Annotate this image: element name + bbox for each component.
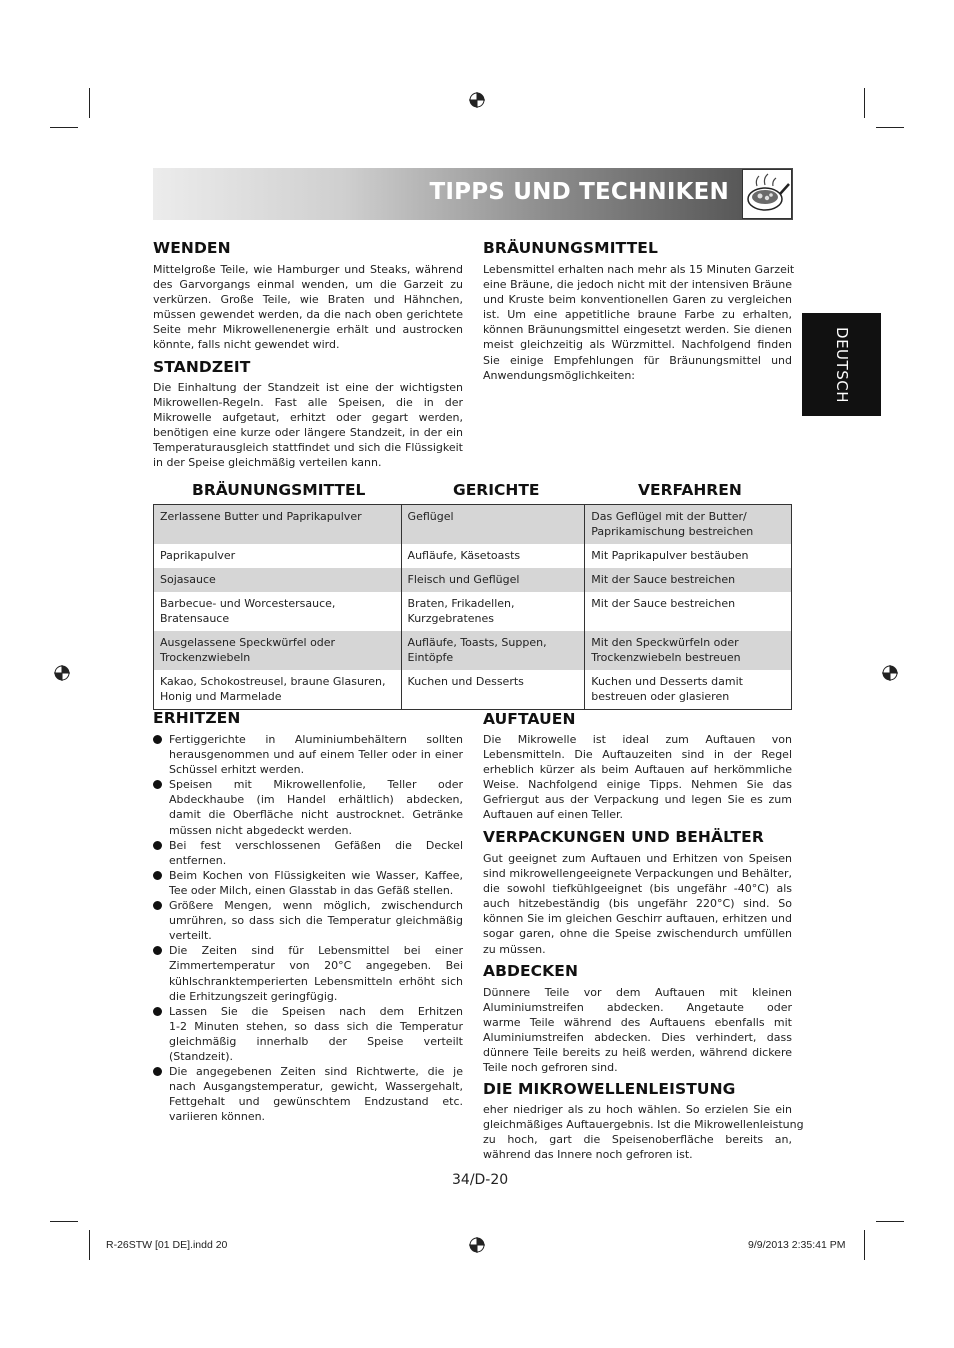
text-line: Seite mehr Mikrowellenenergie erhält und austrocken <box>153 323 463 337</box>
bullet-icon <box>153 901 162 910</box>
crop-mark <box>864 1230 865 1260</box>
crop-mark <box>864 88 865 118</box>
text-line: Schüssel erhitzt werden. <box>169 763 305 777</box>
section-banner <box>153 168 793 220</box>
bullet-icon <box>153 946 162 955</box>
text-line: zu müssen. <box>483 942 546 956</box>
table-cell <box>154 505 402 545</box>
cell-line: Sojasauce <box>160 573 216 586</box>
table-cell <box>585 592 792 631</box>
text-line: Lebensmitteln. Die Auftauzeiten sind in der Regel <box>483 748 792 762</box>
cell-line: Geflügel <box>407 510 454 523</box>
section-heading-erhitzen: ERHITZEN <box>153 709 241 727</box>
table-cell <box>401 544 585 568</box>
text-line: (Standzeit). <box>169 1049 233 1063</box>
text-line: Fertiggerichte in Aluminiumbehältern sollten <box>169 733 463 746</box>
cell-line: Ausgelassene Speckwürfel oder <box>160 636 336 649</box>
text-line: eher niedriger als zu hoch wählen. So erzielen Sie ein <box>483 1103 792 1116</box>
text-line: Auftauen auf einen Teller. <box>483 808 624 822</box>
text-line: des Garvorgangs einmal wenden, um die Garzeit zu <box>153 278 463 292</box>
crop-mark <box>876 1221 904 1222</box>
text-line: Die Zeiten sind für Lebensmittel bei einer <box>169 944 463 958</box>
registration-mark-icon <box>54 665 70 681</box>
table-row <box>154 505 792 545</box>
crop-mark <box>89 88 90 118</box>
bullet-icon <box>153 841 162 850</box>
text-line: dünnere Teile bereits zu heiß werden, während dickere <box>483 1046 792 1060</box>
cell-line: Aufläufe, Käsetoasts <box>407 549 521 562</box>
text-line: Temperaturausgleich stattfindet und sich die Flüssigkeit <box>153 441 463 455</box>
registration-mark-icon <box>882 665 898 681</box>
table-cell <box>154 670 402 710</box>
bullet-icon <box>153 1007 162 1016</box>
section-heading-braeunungsmittel: BRÄUNUNGSMITTEL <box>483 239 658 257</box>
text-line: Die Mikrowelle ist ideal zum Auftauen von <box>483 733 792 746</box>
paragraph-auftauen <box>483 732 792 823</box>
text-line: Mikrowellen-Regeln. Fast alle Speisen, die in der <box>153 396 463 410</box>
footer-file-info: R-26STW [01 DE].indd 20 <box>106 1239 228 1251</box>
text-line: die sowohl tiefkühlgeeignet (bis ungefähr -40°C) als <box>483 882 792 896</box>
cell-line: Trockenzwiebeln bestreuen <box>591 651 741 664</box>
text-line: sind mikrowellengeeignete Verpackungen und Behälter, <box>483 867 792 881</box>
cell-line: Fleisch und Geflügel <box>407 573 520 586</box>
paragraph-wenden <box>153 262 463 353</box>
text-line: Tee oder Milch, einen Glasstab in das Gefäß stellen. <box>169 883 454 897</box>
text-line: Die angegebenen Zeiten sind Richtwerte, die je <box>169 1065 463 1079</box>
text-line: warme Teile während des Auftauens ebenfalls mit <box>483 1016 792 1030</box>
crop-mark <box>50 1221 78 1222</box>
frying-pan-icon <box>742 169 792 219</box>
table-row <box>154 670 792 710</box>
section-heading-verpackungen: VERPACKUNGEN UND BEHÄLTER <box>483 828 764 846</box>
section-heading-auftauen: AUFTAUEN <box>483 710 576 728</box>
text-line: Dünnere Teile vor dem Auftauen mit kleinen <box>483 986 792 999</box>
list-item <box>153 898 463 943</box>
erhitzen-list <box>153 732 463 1124</box>
text-line: Sie einige Empfehlungen für Bräunungsmittel und <box>483 353 792 367</box>
text-line: Aluminiumstreifen abdecken. Angetaute oder <box>483 1001 792 1015</box>
bullet-icon <box>153 780 162 789</box>
list-item <box>153 1004 463 1064</box>
language-tab-label: DEUTSCH <box>832 326 851 403</box>
text-line: umrühren, so dass sich die Temperatur gleichmäßig <box>169 914 463 928</box>
text-line: benötigen eine kurze oder längere Standzeit, in der ein <box>153 426 463 440</box>
text-line: eine Bräune, die jedoch nicht mit der intensiven Bräune <box>483 278 792 292</box>
crop-mark <box>50 127 78 128</box>
text-line: verteilt. <box>169 929 212 943</box>
paragraph-abdecken <box>483 985 792 1076</box>
text-line: Speisen mit Mikrowellenfolie, Teller oder <box>169 778 463 792</box>
section-heading-wenden: WENDEN <box>153 239 231 257</box>
language-tab <box>802 313 881 416</box>
text-line: zu hoch, gart die Speisenoberfläche bereits an, <box>483 1133 792 1147</box>
cell-line: Kuchen und Desserts damit <box>591 675 743 688</box>
registration-mark-icon <box>469 1237 485 1253</box>
table-header-braeunungsmittel: BRÄUNUNGSMITTEL <box>192 481 366 499</box>
cell-line: Mit der Sauce bestreichen <box>591 597 736 610</box>
section-heading-standzeit: STANDZEIT <box>153 358 251 376</box>
list-item <box>153 777 463 837</box>
cell-line: Paprikamischung bestreichen <box>591 525 754 538</box>
table-cell <box>154 544 402 568</box>
text-line: damit die Oberfläche nicht austrocknet. Getränke <box>169 808 463 822</box>
text-line: müssen nicht abgedeckt werden. <box>169 823 353 837</box>
cell-line: Mit den Speckwürfeln oder <box>591 636 739 649</box>
table-cell <box>154 568 402 592</box>
table-cell <box>585 505 792 545</box>
table-row <box>154 631 792 670</box>
text-line: die Erhitzungszeit geringfügig. <box>169 989 338 1003</box>
text-line: entfernen. <box>169 853 227 867</box>
table-cell <box>154 631 402 670</box>
paragraph-verpackungen <box>483 851 792 957</box>
text-line: Fettgehalt und gewünschtem Endzustand etc. <box>169 1095 463 1109</box>
cell-line: Kakao, Schokostreusel, braune Glasuren, <box>160 675 386 688</box>
text-line: erheblich kürzer als beim Auftauen auf herkömmliche <box>483 763 792 777</box>
text-line: herausgenommen und auf einem Teller oder in einer <box>169 748 463 762</box>
list-item <box>153 1064 463 1124</box>
text-line: verkürzen. Große Teile, wie Braten und Hähnchen, <box>153 293 463 307</box>
paragraph-braeunungsmittel <box>483 262 795 383</box>
text-line: auch hitzebeständig (bis ungefähr 220°C) sind. So <box>483 897 792 911</box>
text-line: 1-2 Minuten stehen, so dass sich die Temperatur <box>169 1019 463 1033</box>
text-line: Lassen Sie die Speisen nach dem Erhitzen <box>169 1004 463 1018</box>
text-line: Anwendungsmöglichkeiten: <box>483 368 635 382</box>
cell-line: Paprikapulver <box>160 549 236 562</box>
crop-mark <box>876 127 904 128</box>
table-row <box>154 544 792 568</box>
text-line: sogar garen, ohne die Speise zwischendurch umfüllen <box>483 927 792 941</box>
text-line: gleichmäßiges Auftauergebnis. Ist die Mikrowellenleistung <box>483 1118 804 1132</box>
list-item <box>153 868 463 898</box>
text-line: Lebensmittel erhalten nach mehr als 15 Minuten Garzeit <box>483 263 795 276</box>
text-line: Größere Mengen, wenn möglich, zwischendurch <box>169 899 463 913</box>
text-line: müssen gewendet werden, da die nach oben gerichtete <box>153 308 463 322</box>
text-line: Bei fest verschlossenen Gefäßen die Deckel <box>169 838 463 852</box>
cell-line: Mit Paprikapulver bestäuben <box>591 549 749 562</box>
text-line: während das Innere noch gefroren ist. <box>483 1148 693 1162</box>
text-line: nach Ausgangstemperatur, gewicht, Wassergehalt, <box>169 1080 463 1094</box>
text-line: Zimmertemperatur von 20°C angegeben. Bei <box>169 959 463 973</box>
table-header-gerichte: GERICHTE <box>453 481 540 499</box>
table-row <box>154 568 792 592</box>
text-line: ist. Um eine appetitliche braune Farbe zu erhalten, <box>483 308 792 322</box>
text-line: Beim Kochen von Flüssigkeiten wie Wasser, Kaffee, <box>169 868 463 882</box>
table-cell <box>401 631 585 670</box>
text-line: Weise. Nachfolgend einige Tipps. Nehmen Sie das <box>483 778 792 792</box>
text-line: Mikrowelle aufgetaut, erhitzt oder gegart werden, <box>153 411 463 425</box>
crop-mark <box>89 1230 90 1260</box>
text-line: kühlschranktemperierten Lebensmitteln erhöht sich <box>169 974 463 988</box>
cell-line: Braten, Frikadellen, <box>407 597 515 610</box>
text-line: gleichmäßig innerhalb der Speise verteilt <box>169 1034 463 1048</box>
cell-line: Barbecue- und Worcestersauce, <box>160 597 336 610</box>
browning-agents-table <box>153 504 792 710</box>
cell-line: Aufläufe, Toasts, Suppen, <box>407 636 547 649</box>
table-cell <box>154 592 402 631</box>
section-heading-abdecken: ABDECKEN <box>483 962 579 980</box>
cell-line: Kuchen und Desserts <box>407 675 524 688</box>
paragraph-standzeit <box>153 380 463 471</box>
table-header-verfahren: VERFAHREN <box>638 481 742 499</box>
text-line: Aluminiumstreifen abdecken. Dies verhindert, dass <box>483 1031 792 1045</box>
cell-line: Mit der Sauce bestreichen <box>591 573 736 586</box>
text-line: in der Speise gleichmäßig verteilen kann. <box>153 456 382 470</box>
bullet-icon <box>153 871 162 880</box>
registration-mark-icon <box>469 92 485 108</box>
section-heading-mikrowellenleistung: DIE MIKROWELLENLEISTUNG <box>483 1080 736 1098</box>
table-cell <box>585 670 792 710</box>
table-cell <box>401 592 585 631</box>
text-line: Mittelgroße Teile, wie Hamburger und Steaks, während <box>153 263 463 276</box>
text-line: können Bräunungsmittel eingesetzt werden. Sie dienen <box>483 323 792 337</box>
footer-timestamp: 9/9/2013 2:35:41 PM <box>748 1239 846 1251</box>
text-line: variieren können. <box>169 1110 266 1124</box>
bullet-icon <box>153 1067 162 1076</box>
paragraph-mikrowellenleistung <box>483 1102 804 1162</box>
text-line: und Kruste beim konventionellen Garen zu vergleichen <box>483 293 792 307</box>
text-line: Gut geeignet zum Auftauen und Erhitzen von Speisen <box>483 852 792 865</box>
list-item <box>153 943 463 1003</box>
text-line: können Sie im gleichen Geschirr auftauen, erhitzen und <box>483 912 792 926</box>
cell-line: Zerlassene Butter und Paprikapulver <box>160 510 362 523</box>
page-number: 34/D-20 <box>452 1172 509 1188</box>
cell-line: bestreuen oder glasieren <box>591 690 730 703</box>
cell-line: Eintöpfe <box>407 651 454 664</box>
list-item <box>153 838 463 868</box>
list-item <box>153 732 463 777</box>
table-cell <box>401 568 585 592</box>
text-line: meist gleichzeitig als Würzmittel. Nachfolgend finden <box>483 338 792 352</box>
text-line: Die Einhaltung der Standzeit ist eine der wichtigsten <box>153 381 463 394</box>
text-line: Gefriergut aus der Verpackung und legen Sie es zum <box>483 793 792 807</box>
cell-line: Bratensauce <box>160 612 230 625</box>
table-cell <box>585 568 792 592</box>
text-line: Abdeckhaube (im Handel erhältlich) abdecken, <box>169 793 463 807</box>
cell-line: Honig und Marmelade <box>160 690 282 703</box>
table-cell <box>401 670 585 710</box>
cell-line: Kurzgebratenes <box>407 612 495 625</box>
cell-line: Trockenzwiebeln <box>160 651 251 664</box>
cell-line: Das Geflügel mit der Butter/ <box>591 510 747 523</box>
table-cell <box>585 544 792 568</box>
text-line: könnte, falls nicht gewendet wird. <box>153 338 340 352</box>
table-cell <box>401 505 585 545</box>
text-line: Teile noch gefroren sind. <box>483 1061 618 1075</box>
table-row <box>154 592 792 631</box>
page-title: TIPPS UND TECHNIKEN <box>429 179 729 205</box>
bullet-icon <box>153 735 162 744</box>
table-cell <box>585 631 792 670</box>
